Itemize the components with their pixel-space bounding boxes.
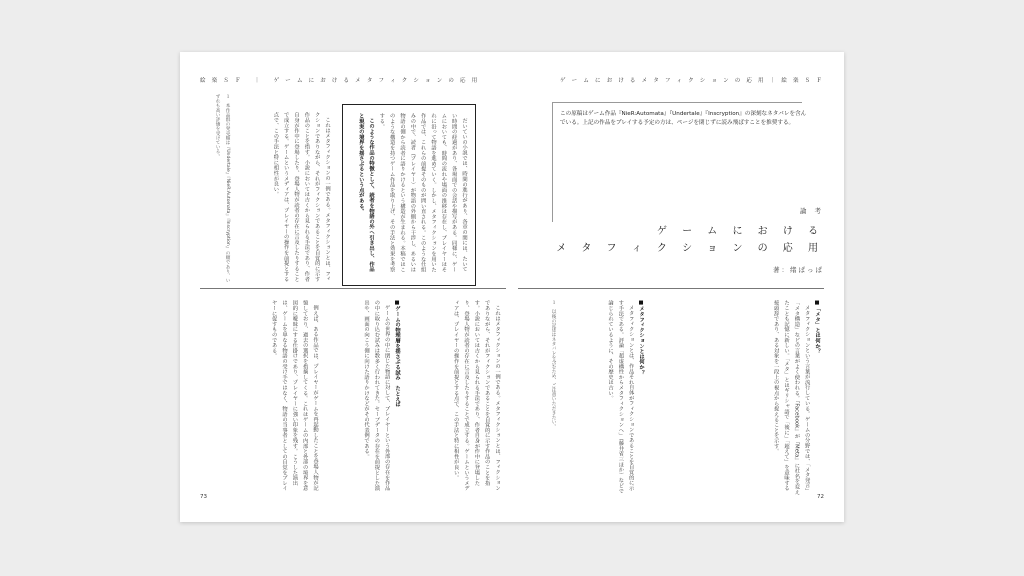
article-kind: 論 考: [799, 207, 824, 215]
paragraph: これはメタフィクションの一例である。メタフィクションとは、フィクションでありながら、それがフィクションであることを自覚的に示す作品のことを指す。小説においては古くから見られる手法であり、作者自身が作中に登場したり、登場人物が読者の存在に言及したりすることで成立する。ゲームというメディアは、プレイヤーの操作を前提とする点で、この手法と特に相性が良い。: [272, 112, 330, 282]
intro-emphasis: このような作品の特徴として、読者を物語の外へ引き出し、作品と現実の境界を揺さぶるという点がある。: [357, 113, 375, 272]
body-column: [240, 112, 332, 284]
divider: [518, 288, 824, 289]
section-heading: ■メタフィクションとは何か？: [638, 300, 644, 375]
page-number: 72: [817, 494, 824, 500]
divider: [200, 288, 506, 289]
section-heading: ■「メタ」とは何か？: [814, 300, 820, 354]
spoiler-notice: この原稿はゲーム作品『NieR:Automata』『Undertale』『Inscryption』の深刻なネタバレを含んでいる。上記の作品をプレイする予定の方は、ページを閉じずに読み飛ばすことを推奨する。: [560, 111, 807, 126]
left-page: [180, 52, 512, 522]
article-author: 著：绪ぱっぱ: [773, 266, 824, 274]
footnote: １ 以後の記述はネタバレを含むため、ご注意いただきたい。: [551, 300, 556, 429]
intro-text: だいていの小説では、時間の進行があり、各章の間には、たいてい時間の経過があり、各場面での会話や描写がある。同様に、ゲームにおいても、時間の流れや場面の推移は存在し、プレイヤーはそれに沿って物語を進めていく。しかし、メタフィクションを用いた作品では、これらの前提そのものが問い直される。このような仕組みの中で、読者（プレイヤー）が物語の外側から干渉し、あるいは物語の側から読者に語りかけるという構造が生まれる。本稿ではこのような構造を持つゲーム作品を取り上げ、その手法と効果を考察する。: [378, 113, 467, 272]
paragraph: メタフィクションとは、作品それ自体がフィクションであることを自覚的に示す手法である。評論「超虚構性からメタフィクションへ」（藤井省三ほか）などで論じられているように、その歴史は古い。: [607, 300, 634, 494]
title-block: [556, 206, 824, 274]
body-column: [412, 300, 502, 496]
body-column: [656, 300, 822, 496]
article-title: ゲ ー ム に お け る メ タ フ ィ ク シ ョ ン の 応 用: [556, 226, 824, 254]
body-column: [588, 300, 646, 496]
notice-rule: [552, 102, 802, 103]
paragraph: 例えば、ある作品では、プレイヤーがゲームを再起動したことを登場人物が記憶しており、過去の選択を指摘してくる。これはゲームの内部と外部の境界を意図的に曖昧にする仕掛けであり、プレイヤーに強い印象を残す。こうした演出は、ゲームを単なる物語の受け手ではなく、物語の当事者としての自覚をプレイヤーに促すものである。: [270, 300, 318, 491]
body-column: [202, 300, 320, 496]
section-heading: ■ゲームの物理層を揺さぶる試み たとえば: [394, 300, 400, 407]
paragraph: ゲームの世界の中に閉じた物語に対して、プレイヤーという外部の存在を作品の中に取り込む試みは数多く行われてきた。セーブデータの存在を前提とした演出や、画面の向こう側に向けた語りかけなどがその代表例である。: [363, 300, 390, 491]
intro-box: [342, 104, 476, 286]
body-column: [330, 300, 402, 496]
running-head: ゲ ー ム に お け る メ タ フ ィ ク シ ョ ン の 応 用 ｜ 絵 楽 Ｓ Ｆ: [560, 78, 824, 84]
running-head: 絵 楽 Ｓ Ｆ ｜ ゲ ー ム に お け る メ タ フ ィ ク シ ョ ン の 応 用: [200, 78, 480, 84]
right-page: [512, 52, 844, 522]
paragraph: これはメタフィクションの一例である。メタフィクションとは、フィクションでありながら、それがフィクションであることを自覚的に示す作品のことを指す。小説においては古くから見られる手法であり、作者自身が作中に登場したり、登場人物が読者の存在に言及したりすることで成立する。ゲームというメディアは、プレイヤーの操作を前提とする点で、この手法と特に相性が良い。: [452, 300, 500, 491]
footnote: １ 本作品群の発売順は『Undertale』『NieR:Automata』『Inscryption』の順であり、いずれも高い評価を受けている。: [215, 94, 230, 283]
paragraph: メタフィクションという言葉が流行している。ゲームの分野では、「メタ発言」「メタ構造」などの言葉がよく使われる。『Facebook』が『Meta』に社名を変えたことも記憶に新しい。「メタ」とはギリシャ語で「後に」「超えて」を意味する接頭辞であり、ある対象を一段上の視点から捉えることを示す。: [772, 300, 810, 495]
page-number: 73: [200, 494, 207, 500]
book-spread: [180, 52, 844, 522]
